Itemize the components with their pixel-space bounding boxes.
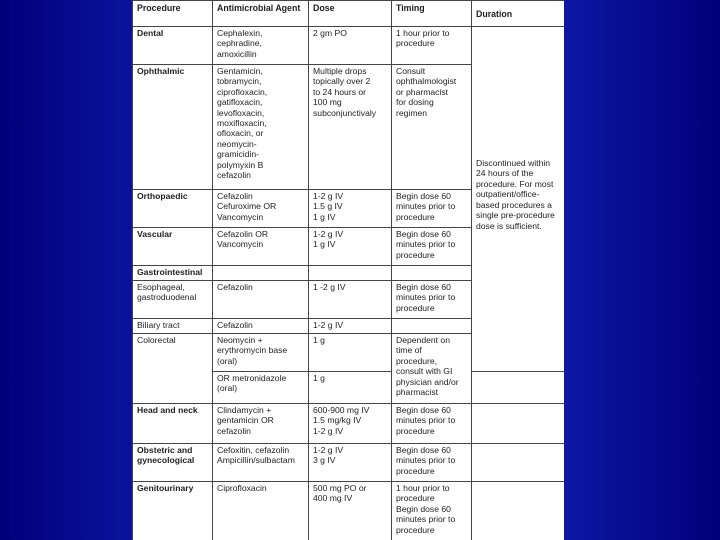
procedure-cell: Ophthalmic [133, 65, 213, 190]
header-duration: Duration [472, 1, 565, 27]
timing-cell: Dependent on time of procedure, consult with GI physician and/or pharmacist [392, 334, 472, 404]
header-agent: Antimicrobial Agent [213, 1, 309, 27]
timing-cell: Begin dose 60 minutes prior to procedure [392, 281, 472, 319]
dose-cell: 1-2 g IV 1 g IV [309, 228, 392, 266]
timing-cell: Begin dose 60 minutes prior to procedure [392, 404, 472, 444]
procedure-cell: Orthopaedic [133, 190, 213, 228]
dose-cell: 1 g [309, 334, 392, 372]
timing-cell [392, 319, 472, 334]
agent-cell: Neomycin + erythromycin base (oral) [213, 334, 309, 372]
dose-cell: 1-2 g IV 3 g IV [309, 444, 392, 482]
table-row [133, 27, 565, 65]
agent-cell: Gentamicin, tobramycin, ciprofloxacin, gatifloxacin, levofloxacin, moxifloxacin, ofloxacin, or neomycin- gramicidin- polymyxin B cefazolin [213, 65, 309, 190]
agent-cell: Cefazolin [213, 281, 309, 319]
dose-cell: 500 mg PO or 400 mg IV [309, 482, 392, 540]
dose-cell [309, 266, 392, 281]
dose-cell: Multiple drops topically over 2 to 24 hours or 100 mg subconjunctivaly [309, 65, 392, 190]
table-row [133, 482, 565, 540]
procedure-cell: Gastrointestinal [133, 266, 213, 281]
agent-cell: Ciprofloxacin [213, 482, 309, 540]
header-row [133, 1, 565, 27]
timing-cell [392, 266, 472, 281]
procedure-cell: Colorectal [133, 334, 213, 404]
timing-cell: Begin dose 60 minutes prior to procedure [392, 190, 472, 228]
dose-cell: 1 g [309, 372, 392, 404]
procedure-cell: Head and neck [133, 404, 213, 444]
header-timing: Timing [392, 1, 472, 27]
procedure-cell: Genitourinary [133, 482, 213, 540]
agent-cell: Cefazolin Cefuroxime OR Vancomycin [213, 190, 309, 228]
header-dose: Dose [309, 1, 392, 27]
procedure-cell: Vascular [133, 228, 213, 266]
timing-cell: Begin dose 60 minutes prior to procedure [392, 228, 472, 266]
dose-cell: 2 gm PO [309, 27, 392, 65]
agent-cell: OR metronidazole (oral) [213, 372, 309, 404]
procedure-cell: Esophageal, gastroduodenal [133, 281, 213, 319]
agent-cell: Cephalexin, cephradine, amoxicillin [213, 27, 309, 65]
table-row [133, 404, 565, 444]
timing-cell: Consult ophthalmologist or pharmacist for dosing regimen [392, 65, 472, 190]
agent-cell: Cefazolin [213, 319, 309, 334]
procedure-cell: Obstetric and gynecological [133, 444, 213, 482]
agent-cell: Cefazolin OR Vancomycin [213, 228, 309, 266]
agent-cell: Clindamycin + gentamicin OR cefazolin [213, 404, 309, 444]
document-page [132, 0, 564, 540]
timing-cell: 1 hour prior to procedure [392, 27, 472, 65]
dose-cell: 600-900 mg IV 1.5 mg/kg IV 1-2 g IV [309, 404, 392, 444]
dose-cell: 1-2 g IV 1.5 g IV 1 g IV [309, 190, 392, 228]
dose-cell: 1 -2 g IV [309, 281, 392, 319]
duration-cell-empty [472, 482, 565, 540]
procedure-cell: Dental [133, 27, 213, 65]
agent-cell: Cefoxitin, cefazolin Ampicillin/sulbactam [213, 444, 309, 482]
procedure-cell: Biliary tract [133, 319, 213, 334]
table-row [133, 444, 565, 482]
timing-cell: 1 hour prior to procedure Begin dose 60 minutes prior to procedure [392, 482, 472, 540]
dose-cell: 1-2 g IV [309, 319, 392, 334]
duration-cell: Discontinued within 24 hours of the procedure. For most outpatient/office-based procedures a single pre-procedure dose is sufficient. [472, 27, 565, 372]
duration-cell-empty [472, 372, 565, 404]
header-procedure: Procedure [133, 1, 213, 27]
duration-cell-empty [472, 444, 565, 482]
timing-cell: Begin dose 60 minutes prior to procedure [392, 444, 472, 482]
prophylaxis-table [132, 0, 564, 540]
agent-cell [213, 266, 309, 281]
duration-cell-empty [472, 404, 565, 444]
